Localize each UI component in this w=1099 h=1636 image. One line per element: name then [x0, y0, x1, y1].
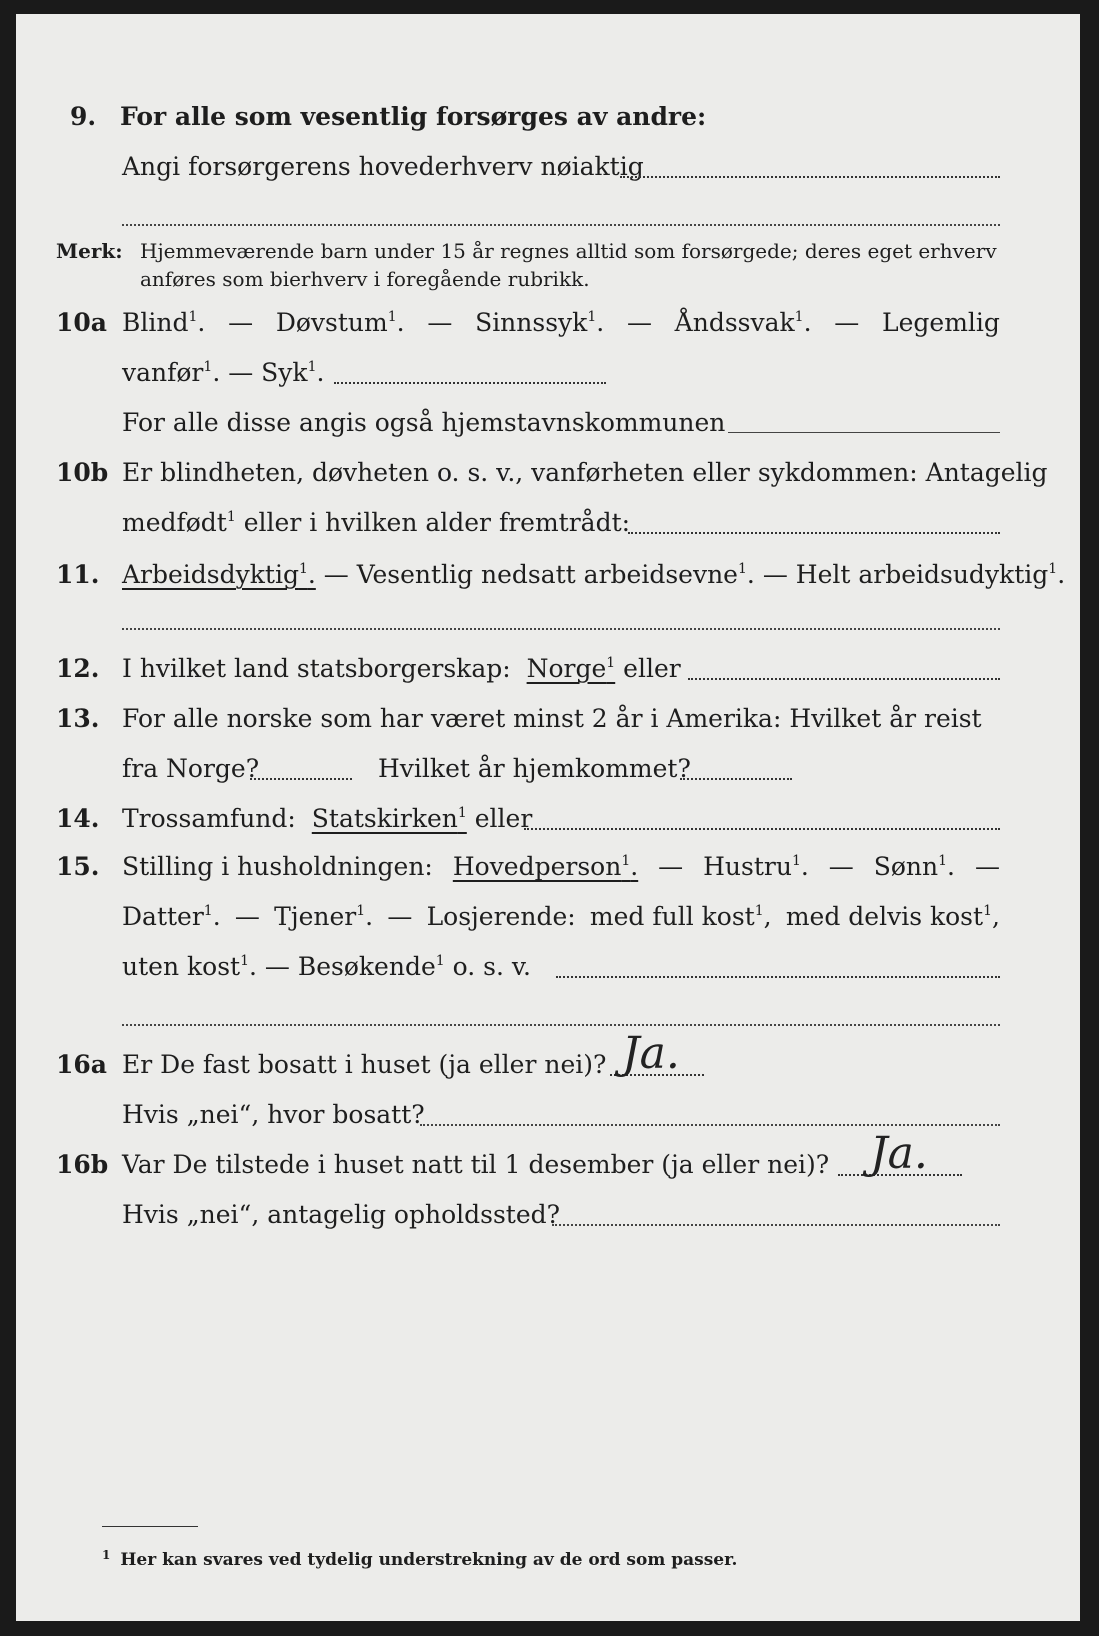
q13-line-2a: fra Norge?	[122, 754, 260, 783]
q15-line-3	[122, 952, 531, 982]
q10a-number: 10a	[56, 308, 107, 337]
merk-line-2: anføres som bierhverv i foregående rubrikk.	[140, 267, 590, 291]
q9-title: For alle som vesentlig forsørges av andre:	[120, 102, 707, 131]
q15-dash-6: —	[264, 952, 290, 981]
q10a-vanfor: vanfør$^1$.	[122, 358, 221, 387]
q12-number: 12.	[56, 654, 100, 683]
q10a-line-1	[122, 308, 1000, 338]
q16b-line-2: Hvis „nei“, antagelig opholdssted?	[122, 1200, 561, 1229]
q11-dash-2: —	[762, 560, 788, 589]
q15-besokende: Besøkende$^1$	[297, 952, 445, 981]
q15-dash-1: —	[658, 852, 684, 881]
q11-number: 11.	[56, 560, 100, 589]
q15-delvis-kost: med delvis kost$^1$,	[785, 902, 1000, 931]
q10b-answer-line	[628, 532, 1000, 534]
q10b-line-1: Er blindheten, døvheten o. s. v., vanførheten eller sykdommen: Antagelig	[122, 458, 1048, 487]
q15-hustru: Hustru$^1$.	[703, 852, 809, 881]
q15-losjerende: Losjerende:	[426, 902, 576, 931]
footnote-rule	[102, 1526, 198, 1527]
q12-line	[122, 654, 681, 684]
q9-number: 9.	[70, 102, 97, 131]
q15-dash-4: —	[234, 902, 260, 931]
q15-dash-2: —	[828, 852, 854, 881]
q16b-line-1: Var De tilstede i huset natt til 1 desember (ja eller nei)?	[122, 1150, 830, 1179]
q10a-dash-4: —	[834, 308, 860, 337]
q10a-dash-3: —	[626, 308, 652, 337]
q10a-dash-2: —	[427, 308, 453, 337]
q11-arbeidsdyktig: Arbeidsdyktig$^1$.	[122, 560, 316, 589]
footnote-marker: 1	[102, 1548, 111, 1562]
q15-line-1	[122, 852, 1000, 882]
q11-vesentlig: Vesentlig nedsatt arbeidsevne$^1$.	[356, 560, 755, 589]
q12-answer-line	[688, 678, 1000, 680]
q9-line: Angi forsørgerens hovederhverv nøiaktig	[122, 152, 644, 181]
q15-number: 15.	[56, 852, 100, 881]
q13-hjemkommet-answer-line	[680, 778, 792, 780]
q14-statskirken: Statskirken$^1$	[311, 804, 467, 833]
q14-eller: eller	[474, 804, 533, 833]
q15-sonn: Sønn$^1$.	[873, 852, 955, 881]
q16a-bosatt-answer-line	[420, 1124, 1000, 1126]
q10a-legemlig: Legemlig	[882, 308, 1000, 337]
q15-osv: o. s. v.	[452, 952, 531, 981]
q10b-line-2	[122, 508, 630, 538]
q15-answer-line	[556, 976, 1000, 978]
q15-hovedperson: Hovedperson$^1$.	[452, 852, 639, 881]
q13-number: 13.	[56, 704, 100, 733]
q10b-number: 10b	[56, 458, 109, 487]
q12-eller: eller	[623, 654, 681, 683]
q11-dash-1: —	[323, 560, 349, 589]
q10a-dash-5: —	[228, 358, 254, 387]
q10a-sinnssyk: Sinnssyk$^1$.	[475, 308, 605, 337]
q15-line-2	[122, 902, 1000, 932]
q10a-blind: Blind$^1$.	[122, 308, 206, 337]
footnote-text: Her kan svares ved tydelig understrekning av de ord som passer.	[120, 1550, 738, 1570]
q15-tjener: Tjener$^1$.	[274, 902, 374, 931]
q10a-dash-1: —	[228, 308, 254, 337]
q10a-line-3: For alle disse angis også hjemstavnskommunen	[122, 408, 726, 437]
q13-line-2b: Hvilket år hjemkommet?	[378, 754, 691, 783]
q14-text: Trossamfund:	[122, 804, 296, 833]
q15-uten-kost: uten kost$^1$.	[122, 952, 257, 981]
q10b-line-2-rest: eller i hvilken alder fremtrådt:	[243, 508, 631, 537]
q15-dash-3: —	[974, 852, 1000, 881]
q15-full-kost: med full kost$^1$,	[589, 902, 772, 931]
q10b-medfodt: medfødt$^1$	[122, 508, 236, 537]
q10a-line-2	[122, 358, 324, 388]
q16a-handwritten-answer: Ja.	[622, 1028, 680, 1079]
footnote	[102, 1544, 737, 1571]
q14-number: 14.	[56, 804, 100, 833]
q9-answer-line	[620, 176, 1000, 178]
q15-datter: Datter$^1$.	[122, 902, 221, 931]
q16b-opholdssted-answer-line	[552, 1224, 1000, 1226]
census-form-page	[16, 14, 1080, 1621]
q10a-hjemstavn-answer-line	[728, 432, 1000, 433]
merk-line-1: Hjemmeværende barn under 15 år regnes alltid som forsørgede; deres eget erhverv	[140, 239, 997, 263]
q15-dash-5: —	[387, 902, 413, 931]
q14-line	[122, 804, 532, 834]
q16a-line-2: Hvis „nei“, hvor bosatt?	[122, 1100, 425, 1129]
q11-line	[122, 560, 1065, 590]
q16a-number: 16a	[56, 1050, 107, 1079]
q16b-number: 16b	[56, 1150, 109, 1179]
q14-answer-line	[524, 828, 1000, 830]
q15-answer-line-2	[122, 1024, 1000, 1026]
q12-text: I hvilket land statsborgerskap:	[122, 654, 511, 683]
q10a-dovstum: Døvstum$^1$.	[275, 308, 405, 337]
q15-text: Stilling i husholdningen:	[122, 852, 433, 881]
q10a-syk-answer-line	[334, 382, 606, 384]
merk-label: Merk:	[56, 239, 123, 263]
q11-answer-line	[122, 628, 1000, 630]
q13-line-1: For alle norske som har været minst 2 år i Amerika: Hvilket år reist	[122, 704, 982, 733]
q16b-handwritten-answer: Ja.	[870, 1128, 928, 1179]
q11-helt: Helt arbeidsudyktig$^1$.	[795, 560, 1066, 589]
q13-reist-answer-line	[250, 778, 352, 780]
q9-answer-line-2	[122, 224, 1000, 226]
q16a-line-1: Er De fast bosatt i huset (ja eller nei)?	[122, 1050, 607, 1079]
q12-norge: Norge$^1$	[526, 654, 616, 683]
q10a-syk: Syk$^1$.	[261, 358, 325, 387]
q10a-andssvak: Åndssvak$^1$.	[674, 308, 812, 337]
